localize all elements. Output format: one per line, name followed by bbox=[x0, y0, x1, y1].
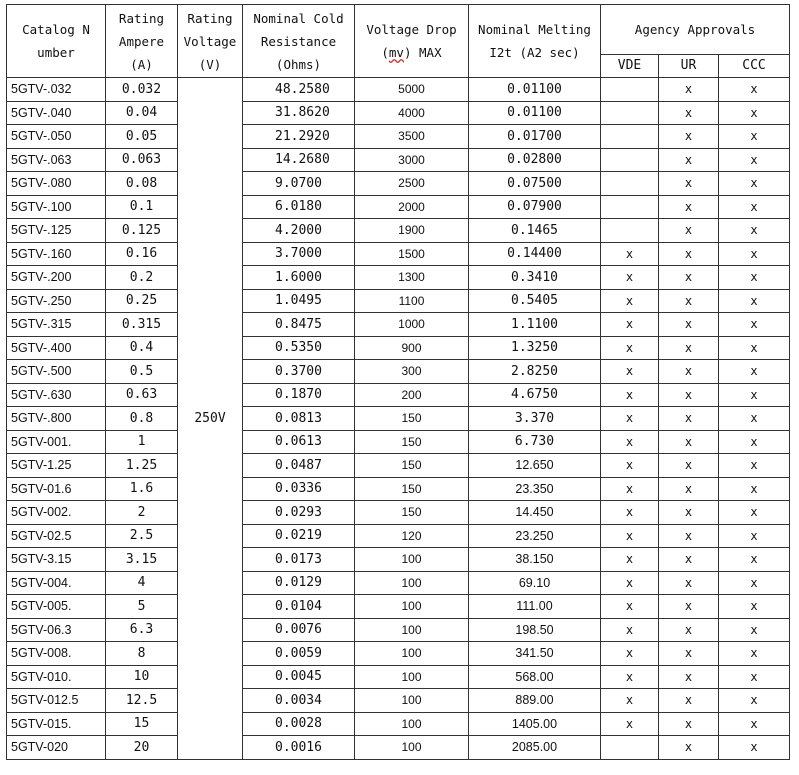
cold-resistance-cell: 9.0700 bbox=[243, 172, 355, 196]
catalog-number-cell: 5GTV-.400 bbox=[7, 336, 106, 360]
cold-resistance-cell: 0.0293 bbox=[243, 501, 355, 525]
table-row bbox=[7, 477, 790, 501]
ccc-approval-cell: x bbox=[719, 383, 790, 407]
melting-i2t-cell: 111.00 bbox=[469, 595, 601, 619]
rating-ampere-cell: 0.8 bbox=[106, 407, 178, 431]
vde-approval-cell: x bbox=[601, 501, 659, 525]
catalog-number-cell: 5GTV-010. bbox=[7, 665, 106, 689]
voltage-drop-cell: 100 bbox=[355, 548, 469, 572]
catalog-number-cell: 5GTV-.125 bbox=[7, 219, 106, 243]
ur-approval-cell: x bbox=[659, 78, 719, 102]
vde-approval-cell: x bbox=[601, 313, 659, 337]
catalog-number-cell: 5GTV-.200 bbox=[7, 266, 106, 290]
vde-approval-cell: x bbox=[601, 336, 659, 360]
cold-resistance-cell: 0.0076 bbox=[243, 618, 355, 642]
catalog-number-cell: 5GTV-020 bbox=[7, 736, 106, 760]
voltage-drop-prefix: Voltage Drop ( bbox=[366, 22, 457, 60]
vde-approval-cell bbox=[601, 736, 659, 760]
ur-approval-cell: x bbox=[659, 665, 719, 689]
ccc-approval-cell: x bbox=[719, 242, 790, 266]
rating-ampere-cell: 0.04 bbox=[106, 101, 178, 125]
table-row bbox=[7, 172, 790, 196]
table-row bbox=[7, 595, 790, 619]
catalog-number-cell: 5GTV-1.25 bbox=[7, 454, 106, 478]
ccc-approval-cell: x bbox=[719, 501, 790, 525]
header-rating-voltage: Rating Voltage (V) bbox=[178, 5, 243, 78]
ccc-approval-cell: x bbox=[719, 548, 790, 572]
catalog-number-cell: 5GTV-004. bbox=[7, 571, 106, 595]
table-header bbox=[7, 5, 790, 78]
table-row bbox=[7, 383, 790, 407]
voltage-drop-cell: 100 bbox=[355, 665, 469, 689]
melting-i2t-cell: 341.50 bbox=[469, 642, 601, 666]
table-row bbox=[7, 360, 790, 384]
melting-i2t-cell: 2.8250 bbox=[469, 360, 601, 384]
cold-resistance-cell: 21.2920 bbox=[243, 125, 355, 149]
vde-approval-cell: x bbox=[601, 689, 659, 713]
catalog-number-cell: 5GTV-.800 bbox=[7, 407, 106, 431]
voltage-drop-cell: 150 bbox=[355, 501, 469, 525]
cold-resistance-cell: 0.5350 bbox=[243, 336, 355, 360]
vde-approval-cell: x bbox=[601, 242, 659, 266]
ccc-approval-cell: x bbox=[719, 101, 790, 125]
catalog-number-cell: 5GTV-01.6 bbox=[7, 477, 106, 501]
vde-approval-cell: x bbox=[601, 430, 659, 454]
voltage-drop-cell: 100 bbox=[355, 736, 469, 760]
catalog-number-cell: 5GTV-.050 bbox=[7, 125, 106, 149]
melting-i2t-cell: 2085.00 bbox=[469, 736, 601, 760]
voltage-drop-cell: 300 bbox=[355, 360, 469, 384]
melting-i2t-cell: 0.01100 bbox=[469, 78, 601, 102]
rating-ampere-cell: 2 bbox=[106, 501, 178, 525]
header-ccc: CCC bbox=[719, 55, 790, 78]
ur-approval-cell: x bbox=[659, 407, 719, 431]
cold-resistance-cell: 0.0813 bbox=[243, 407, 355, 431]
melting-i2t-cell: 12.650 bbox=[469, 454, 601, 478]
table-row bbox=[7, 665, 790, 689]
melting-i2t-cell: 0.01100 bbox=[469, 101, 601, 125]
melting-i2t-cell: 3.370 bbox=[469, 407, 601, 431]
header-nominal-melting-i2t: Nominal Melting I2t (A2 sec) bbox=[469, 5, 601, 78]
ccc-approval-cell: x bbox=[719, 219, 790, 243]
voltage-drop-cell: 150 bbox=[355, 477, 469, 501]
table-row bbox=[7, 524, 790, 548]
ur-approval-cell: x bbox=[659, 501, 719, 525]
vde-approval-cell: x bbox=[601, 360, 659, 384]
catalog-number-cell: 5GTV-002. bbox=[7, 501, 106, 525]
catalog-number-cell: 5GTV-012.5 bbox=[7, 689, 106, 713]
vde-approval-cell: x bbox=[601, 595, 659, 619]
cold-resistance-cell: 0.0059 bbox=[243, 642, 355, 666]
melting-i2t-cell: 38.150 bbox=[469, 548, 601, 572]
rating-ampere-cell: 0.63 bbox=[106, 383, 178, 407]
rating-ampere-cell: 0.2 bbox=[106, 266, 178, 290]
rating-ampere-cell: 0.08 bbox=[106, 172, 178, 196]
fuse-spec-table bbox=[6, 4, 790, 760]
vde-approval-cell: x bbox=[601, 665, 659, 689]
rating-ampere-cell: 1 bbox=[106, 430, 178, 454]
table-row bbox=[7, 219, 790, 243]
melting-i2t-cell: 0.01700 bbox=[469, 125, 601, 149]
melting-i2t-cell: 6.730 bbox=[469, 430, 601, 454]
rating-ampere-cell: 15 bbox=[106, 712, 178, 736]
table-row bbox=[7, 454, 790, 478]
ccc-approval-cell: x bbox=[719, 736, 790, 760]
rating-ampere-cell: 5 bbox=[106, 595, 178, 619]
vde-approval-cell: x bbox=[601, 618, 659, 642]
rating-ampere-cell: 0.063 bbox=[106, 148, 178, 172]
table-row bbox=[7, 548, 790, 572]
melting-i2t-cell: 0.07500 bbox=[469, 172, 601, 196]
ccc-approval-cell: x bbox=[719, 125, 790, 149]
voltage-drop-cell: 100 bbox=[355, 618, 469, 642]
cold-resistance-cell: 0.0045 bbox=[243, 665, 355, 689]
voltage-drop-cell: 4000 bbox=[355, 101, 469, 125]
vde-approval-cell bbox=[601, 195, 659, 219]
vde-approval-cell: x bbox=[601, 548, 659, 572]
cold-resistance-cell: 0.0219 bbox=[243, 524, 355, 548]
voltage-drop-cell: 150 bbox=[355, 430, 469, 454]
cold-resistance-cell: 31.8620 bbox=[243, 101, 355, 125]
melting-i2t-cell: 23.250 bbox=[469, 524, 601, 548]
voltage-drop-suffix: ) MAX bbox=[403, 45, 442, 60]
vde-approval-cell: x bbox=[601, 407, 659, 431]
ur-approval-cell: x bbox=[659, 618, 719, 642]
catalog-number-cell: 5GTV-06.3 bbox=[7, 618, 106, 642]
ccc-approval-cell: x bbox=[719, 78, 790, 102]
ur-approval-cell: x bbox=[659, 689, 719, 713]
ccc-approval-cell: x bbox=[719, 642, 790, 666]
vde-approval-cell bbox=[601, 219, 659, 243]
table-row bbox=[7, 195, 790, 219]
rating-ampere-cell: 12.5 bbox=[106, 689, 178, 713]
catalog-number-cell: 5GTV-008. bbox=[7, 642, 106, 666]
ccc-approval-cell: x bbox=[719, 477, 790, 501]
ccc-approval-cell: x bbox=[719, 571, 790, 595]
ur-approval-cell: x bbox=[659, 454, 719, 478]
header-catalog-number: Catalog Number bbox=[7, 5, 106, 78]
melting-i2t-cell: 0.14400 bbox=[469, 242, 601, 266]
vde-approval-cell: x bbox=[601, 454, 659, 478]
vde-approval-cell bbox=[601, 78, 659, 102]
cold-resistance-cell: 1.0495 bbox=[243, 289, 355, 313]
rating-ampere-cell: 0.032 bbox=[106, 78, 178, 102]
ccc-approval-cell: x bbox=[719, 454, 790, 478]
cold-resistance-cell: 4.2000 bbox=[243, 219, 355, 243]
cold-resistance-cell: 0.0034 bbox=[243, 689, 355, 713]
ccc-approval-cell: x bbox=[719, 148, 790, 172]
table-body bbox=[7, 78, 790, 760]
voltage-drop-cell: 150 bbox=[355, 454, 469, 478]
ccc-approval-cell: x bbox=[719, 313, 790, 337]
cold-resistance-cell: 0.8475 bbox=[243, 313, 355, 337]
ccc-approval-cell: x bbox=[719, 618, 790, 642]
melting-i2t-cell: 1.3250 bbox=[469, 336, 601, 360]
ccc-approval-cell: x bbox=[719, 665, 790, 689]
voltage-drop-cell: 100 bbox=[355, 642, 469, 666]
catalog-number-cell: 5GTV-.080 bbox=[7, 172, 106, 196]
cold-resistance-cell: 0.0173 bbox=[243, 548, 355, 572]
cold-resistance-cell: 3.7000 bbox=[243, 242, 355, 266]
table-row bbox=[7, 642, 790, 666]
ur-approval-cell: x bbox=[659, 101, 719, 125]
cold-resistance-cell: 14.2680 bbox=[243, 148, 355, 172]
voltage-drop-cell: 1300 bbox=[355, 266, 469, 290]
melting-i2t-cell: 568.00 bbox=[469, 665, 601, 689]
rating-ampere-cell: 0.4 bbox=[106, 336, 178, 360]
ur-approval-cell: x bbox=[659, 571, 719, 595]
spec-sheet bbox=[6, 4, 790, 760]
table-row bbox=[7, 689, 790, 713]
vde-approval-cell bbox=[601, 125, 659, 149]
table-row bbox=[7, 78, 790, 102]
cold-resistance-cell: 0.3700 bbox=[243, 360, 355, 384]
melting-i2t-cell: 198.50 bbox=[469, 618, 601, 642]
table-row bbox=[7, 336, 790, 360]
catalog-number-cell: 5GTV-.500 bbox=[7, 360, 106, 384]
voltage-drop-cell: 3000 bbox=[355, 148, 469, 172]
header-vde: VDE bbox=[601, 55, 659, 78]
rating-ampere-cell: 8 bbox=[106, 642, 178, 666]
catalog-number-cell: 5GTV-.315 bbox=[7, 313, 106, 337]
voltage-drop-cell: 3500 bbox=[355, 125, 469, 149]
catalog-number-cell: 5GTV-015. bbox=[7, 712, 106, 736]
melting-i2t-cell: 23.350 bbox=[469, 477, 601, 501]
melting-i2t-cell: 0.07900 bbox=[469, 195, 601, 219]
ccc-approval-cell: x bbox=[719, 430, 790, 454]
ur-approval-cell: x bbox=[659, 313, 719, 337]
ur-approval-cell: x bbox=[659, 383, 719, 407]
melting-i2t-cell: 14.450 bbox=[469, 501, 601, 525]
vde-approval-cell: x bbox=[601, 524, 659, 548]
cold-resistance-cell: 1.6000 bbox=[243, 266, 355, 290]
header-ur: UR bbox=[659, 55, 719, 78]
table-row bbox=[7, 125, 790, 149]
rating-ampere-cell: 6.3 bbox=[106, 618, 178, 642]
ur-approval-cell: x bbox=[659, 595, 719, 619]
catalog-number-cell: 5GTV-3.15 bbox=[7, 548, 106, 572]
vde-approval-cell: x bbox=[601, 266, 659, 290]
catalog-number-cell: 5GTV-005. bbox=[7, 595, 106, 619]
ur-approval-cell: x bbox=[659, 148, 719, 172]
cold-resistance-cell: 0.0487 bbox=[243, 454, 355, 478]
table-row bbox=[7, 289, 790, 313]
ccc-approval-cell: x bbox=[719, 524, 790, 548]
voltage-drop-cell: 150 bbox=[355, 407, 469, 431]
ur-approval-cell: x bbox=[659, 289, 719, 313]
ur-approval-cell: x bbox=[659, 736, 719, 760]
rating-voltage-cell: 250V bbox=[178, 78, 243, 760]
ur-approval-cell: x bbox=[659, 172, 719, 196]
voltage-drop-cell: 2000 bbox=[355, 195, 469, 219]
ur-approval-cell: x bbox=[659, 548, 719, 572]
rating-ampere-cell: 2.5 bbox=[106, 524, 178, 548]
table-row bbox=[7, 736, 790, 760]
catalog-number-cell: 5GTV-.100 bbox=[7, 195, 106, 219]
voltage-drop-cell: 200 bbox=[355, 383, 469, 407]
rating-ampere-cell: 0.125 bbox=[106, 219, 178, 243]
vde-approval-cell: x bbox=[601, 712, 659, 736]
ur-approval-cell: x bbox=[659, 242, 719, 266]
ccc-approval-cell: x bbox=[719, 266, 790, 290]
voltage-drop-cell: 100 bbox=[355, 595, 469, 619]
melting-i2t-cell: 0.3410 bbox=[469, 266, 601, 290]
vde-approval-cell bbox=[601, 148, 659, 172]
rating-ampere-cell: 10 bbox=[106, 665, 178, 689]
voltage-drop-cell: 120 bbox=[355, 524, 469, 548]
ur-approval-cell: x bbox=[659, 430, 719, 454]
ccc-approval-cell: x bbox=[719, 712, 790, 736]
cold-resistance-cell: 0.1870 bbox=[243, 383, 355, 407]
ur-approval-cell: x bbox=[659, 477, 719, 501]
table-row bbox=[7, 148, 790, 172]
header-agency-approvals: Agency Approvals bbox=[601, 5, 790, 55]
catalog-number-cell: 5GTV-.630 bbox=[7, 383, 106, 407]
melting-i2t-cell: 1405.00 bbox=[469, 712, 601, 736]
vde-approval-cell bbox=[601, 172, 659, 196]
cold-resistance-cell: 48.2580 bbox=[243, 78, 355, 102]
voltage-drop-cell: 1000 bbox=[355, 313, 469, 337]
vde-approval-cell: x bbox=[601, 289, 659, 313]
voltage-drop-cell: 1100 bbox=[355, 289, 469, 313]
ur-approval-cell: x bbox=[659, 195, 719, 219]
rating-ampere-cell: 20 bbox=[106, 736, 178, 760]
cold-resistance-cell: 0.0336 bbox=[243, 477, 355, 501]
table-row bbox=[7, 430, 790, 454]
ccc-approval-cell: x bbox=[719, 195, 790, 219]
ur-approval-cell: x bbox=[659, 712, 719, 736]
rating-ampere-cell: 1.25 bbox=[106, 454, 178, 478]
vde-approval-cell bbox=[601, 101, 659, 125]
ccc-approval-cell: x bbox=[719, 336, 790, 360]
catalog-number-cell: 5GTV-.250 bbox=[7, 289, 106, 313]
catalog-number-cell: 5GTV-.040 bbox=[7, 101, 106, 125]
melting-i2t-cell: 0.5405 bbox=[469, 289, 601, 313]
catalog-number-cell: 5GTV-02.5 bbox=[7, 524, 106, 548]
voltage-drop-cell: 100 bbox=[355, 712, 469, 736]
ccc-approval-cell: x bbox=[719, 407, 790, 431]
ur-approval-cell: x bbox=[659, 125, 719, 149]
ccc-approval-cell: x bbox=[719, 595, 790, 619]
voltage-drop-cell: 100 bbox=[355, 689, 469, 713]
ur-approval-cell: x bbox=[659, 219, 719, 243]
table-row bbox=[7, 313, 790, 337]
ccc-approval-cell: x bbox=[719, 172, 790, 196]
voltage-drop-cell: 5000 bbox=[355, 78, 469, 102]
voltage-drop-unit: mv bbox=[388, 45, 404, 60]
melting-i2t-cell: 0.02800 bbox=[469, 148, 601, 172]
cold-resistance-cell: 0.0104 bbox=[243, 595, 355, 619]
melting-i2t-cell: 69.10 bbox=[469, 571, 601, 595]
rating-ampere-cell: 0.05 bbox=[106, 125, 178, 149]
ur-approval-cell: x bbox=[659, 360, 719, 384]
rating-ampere-cell: 4 bbox=[106, 571, 178, 595]
voltage-drop-cell: 900 bbox=[355, 336, 469, 360]
catalog-number-cell: 5GTV-001. bbox=[7, 430, 106, 454]
table-row bbox=[7, 407, 790, 431]
cold-resistance-cell: 0.0613 bbox=[243, 430, 355, 454]
voltage-drop-cell: 2500 bbox=[355, 172, 469, 196]
cold-resistance-cell: 6.0180 bbox=[243, 195, 355, 219]
table-row bbox=[7, 101, 790, 125]
ur-approval-cell: x bbox=[659, 524, 719, 548]
rating-ampere-cell: 0.16 bbox=[106, 242, 178, 266]
cold-resistance-cell: 0.0129 bbox=[243, 571, 355, 595]
header-rating-ampere: Rating Ampere (A) bbox=[106, 5, 178, 78]
voltage-drop-cell: 1500 bbox=[355, 242, 469, 266]
table-row bbox=[7, 618, 790, 642]
table-row bbox=[7, 266, 790, 290]
vde-approval-cell: x bbox=[601, 642, 659, 666]
ur-approval-cell: x bbox=[659, 642, 719, 666]
catalog-number-cell: 5GTV-.160 bbox=[7, 242, 106, 266]
catalog-number-cell: 5GTV-.032 bbox=[7, 78, 106, 102]
cold-resistance-cell: 0.0016 bbox=[243, 736, 355, 760]
vde-approval-cell: x bbox=[601, 383, 659, 407]
vde-approval-cell: x bbox=[601, 571, 659, 595]
ur-approval-cell: x bbox=[659, 336, 719, 360]
table-row bbox=[7, 571, 790, 595]
table-row bbox=[7, 712, 790, 736]
cold-resistance-cell: 0.0028 bbox=[243, 712, 355, 736]
ur-approval-cell: x bbox=[659, 266, 719, 290]
voltage-drop-cell: 1900 bbox=[355, 219, 469, 243]
rating-ampere-cell: 3.15 bbox=[106, 548, 178, 572]
melting-i2t-cell: 889.00 bbox=[469, 689, 601, 713]
ccc-approval-cell: x bbox=[719, 360, 790, 384]
voltage-drop-cell: 100 bbox=[355, 571, 469, 595]
rating-ampere-cell: 0.315 bbox=[106, 313, 178, 337]
vde-approval-cell: x bbox=[601, 477, 659, 501]
melting-i2t-cell: 0.1465 bbox=[469, 219, 601, 243]
header-voltage-drop bbox=[355, 5, 469, 78]
catalog-number-cell: 5GTV-.063 bbox=[7, 148, 106, 172]
rating-ampere-cell: 0.5 bbox=[106, 360, 178, 384]
ccc-approval-cell: x bbox=[719, 289, 790, 313]
rating-ampere-cell: 1.6 bbox=[106, 477, 178, 501]
melting-i2t-cell: 4.6750 bbox=[469, 383, 601, 407]
table-row bbox=[7, 242, 790, 266]
rating-ampere-cell: 0.1 bbox=[106, 195, 178, 219]
table-row bbox=[7, 501, 790, 525]
ccc-approval-cell: x bbox=[719, 689, 790, 713]
header-nominal-cold-resistance: Nominal Cold Resistance (Ohms) bbox=[243, 5, 355, 78]
rating-ampere-cell: 0.25 bbox=[106, 289, 178, 313]
melting-i2t-cell: 1.1100 bbox=[469, 313, 601, 337]
